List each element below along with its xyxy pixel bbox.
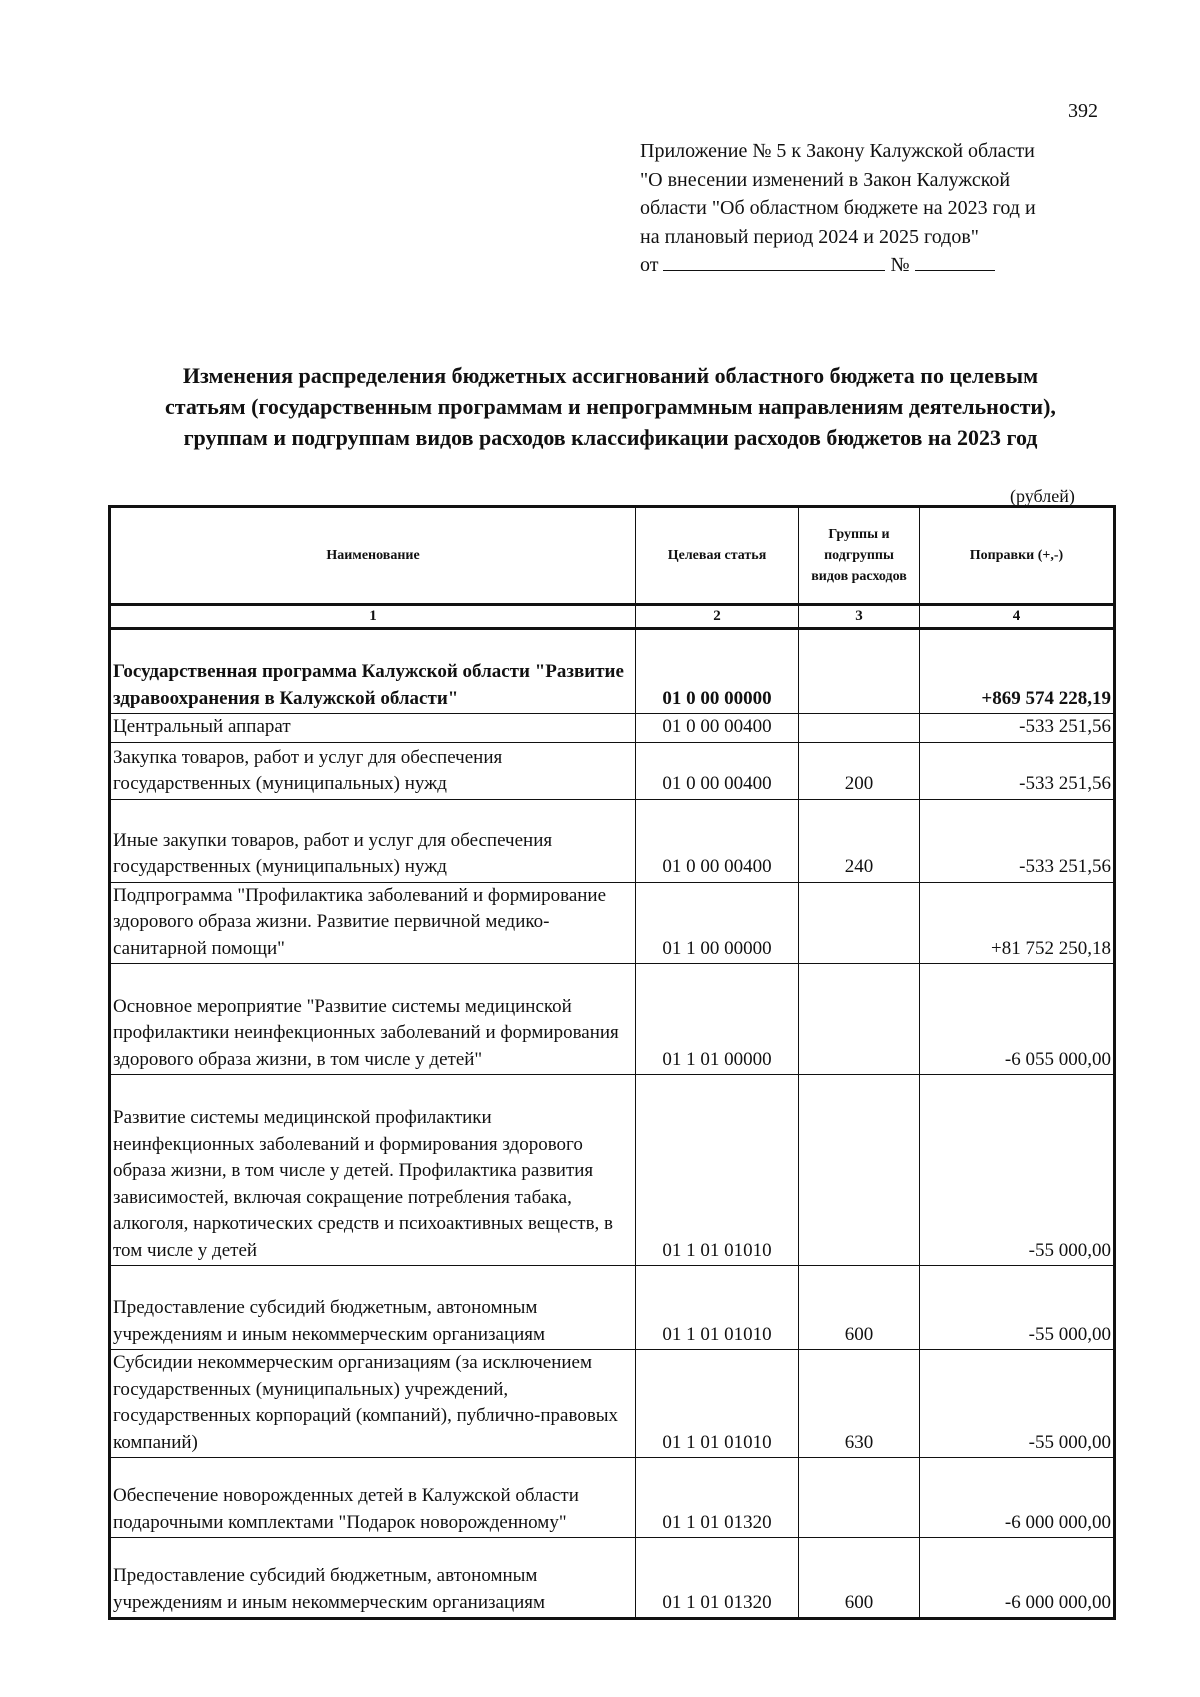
table-row [110,714,1115,743]
budget-table [108,505,1116,1620]
header-row [110,507,1115,605]
row-code: 01 0 00 00000 [636,629,799,714]
row-name: Закупка товаров, работ и услуг для обеспечения государственных (муниципальных) нужд [110,742,636,799]
row-name: Субсидии некоммерческим организациям (за исключением государственных (муниципальных) учреждений, государственных корпораций (компаний), публично-правовых компаний) [110,1350,636,1458]
title-line: статьям (государственным программам и непрограммным направлениям деятельности), [165,394,1056,419]
row-group [799,882,920,964]
row-amount: -55 000,00 [920,1075,1115,1266]
row-group: 200 [799,742,920,799]
row-amount: -533 251,56 [920,714,1115,743]
row-name: Обеспечение новорожденных детей в Калужской области подарочными комплектами "Подарок новорожденному" [110,1458,636,1538]
column-number: 2 [636,605,799,629]
number-label: № [890,254,910,276]
table-row [110,1266,1115,1350]
row-code: 01 1 01 01010 [636,1350,799,1458]
units-label: (рублей) [1010,486,1075,506]
table-row [110,1538,1115,1619]
column-number: 1 [110,605,636,629]
appendix-line: "О внесении изменений в Закон Калужской [640,168,1011,191]
row-name: Основное мероприятие "Развитие системы медицинской профилактики неинфекционных заболеваний и формирования здорового образа жизни, в том числе у детей" [110,964,636,1075]
date-blank [663,252,885,271]
row-amount: -533 251,56 [920,799,1115,882]
row-name: Предоставление субсидий бюджетным, автономным учреждениям и иным некоммерческим организациям [110,1538,636,1619]
row-group [799,1458,920,1538]
row-name: Центральный аппарат [110,714,636,743]
row-group [799,714,920,743]
row-name: Предоставление субсидий бюджетным, автономным учреждениям и иным некоммерческим организациям [110,1266,636,1350]
row-amount: -6 055 000,00 [920,964,1115,1075]
row-amount: +81 752 250,18 [920,882,1115,964]
row-code: 01 0 00 00400 [636,799,799,882]
row-code: 01 1 01 01320 [636,1458,799,1538]
column-number-row [110,605,1115,629]
title-line: группам и подгруппам видов расходов классификации расходов бюджетов на 2023 год [183,425,1038,450]
row-amount: -55 000,00 [920,1350,1115,1458]
row-amount: -55 000,00 [920,1266,1115,1350]
row-code: 01 0 00 00400 [636,714,799,743]
row-group: 240 [799,799,920,882]
row-group: 600 [799,1266,920,1350]
page-number: 392 [1068,100,1098,122]
row-code: 01 1 01 01010 [636,1266,799,1350]
from-label: от [640,254,659,276]
row-code: 01 1 01 01320 [636,1538,799,1619]
table-row [110,882,1115,964]
row-code: 01 0 00 00400 [636,742,799,799]
row-amount: +869 574 228,19 [920,629,1115,714]
table-row [110,629,1115,714]
row-group [799,629,920,714]
appendix-line: области "Об областном бюджете на 2023 год и [640,197,1036,219]
document-title [108,360,1113,453]
header-name: Наименование [110,507,636,605]
appendix-date-number-line [640,251,1110,280]
header-code: Целевая статья [636,507,799,605]
row-name: Подпрограмма "Профилактика заболеваний и формирование здорового образа жизни. Развитие первичной медико-санитарной помощи" [110,882,636,964]
appendix-line: на плановый период 2024 и 2025 годов" [640,225,979,248]
row-code: 01 1 01 00000 [636,964,799,1075]
table-row [110,742,1115,799]
column-number: 4 [920,605,1115,629]
row-group: 600 [799,1538,920,1619]
row-amount: -6 000 000,00 [920,1538,1115,1619]
row-code: 01 1 00 00000 [636,882,799,964]
table-row [110,1075,1115,1266]
row-name: Развитие системы медицинской профилактики неинфекционных заболеваний и формирования здорового образа жизни, в том числе у детей. Профилактика развития зависимостей, включая сокращение потребления табака, алкоголя, наркотических средств и психоактивных веществ, в том числе у детей [110,1075,636,1266]
row-code: 01 1 01 01010 [636,1075,799,1266]
row-name: Иные закупки товаров, работ и услуг для обеспечения государственных (муниципальных) нужд [110,799,636,882]
header-amount: Поправки (+,-) [920,507,1115,605]
appendix-line: Приложение № 5 к Закону Калужской области [640,140,1035,162]
header-group: Группы и подгруппы видов расходов [799,507,920,605]
number-blank [915,252,995,271]
row-name: Государственная программа Калужской области "Развитие здравоохранения в Калужской области" [110,629,636,714]
row-group: 630 [799,1350,920,1458]
title-line: Изменения распределения бюджетных ассигнований областного бюджета по целевым [182,363,1039,388]
row-amount: -533 251,56 [920,742,1115,799]
row-group [799,1075,920,1266]
table-row [110,964,1115,1075]
appendix-header [640,137,1110,280]
table-row [110,1350,1115,1458]
row-group [799,964,920,1075]
row-amount: -6 000 000,00 [920,1458,1115,1538]
column-number: 3 [799,605,920,629]
table-row [110,799,1115,882]
table-row [110,1458,1115,1538]
